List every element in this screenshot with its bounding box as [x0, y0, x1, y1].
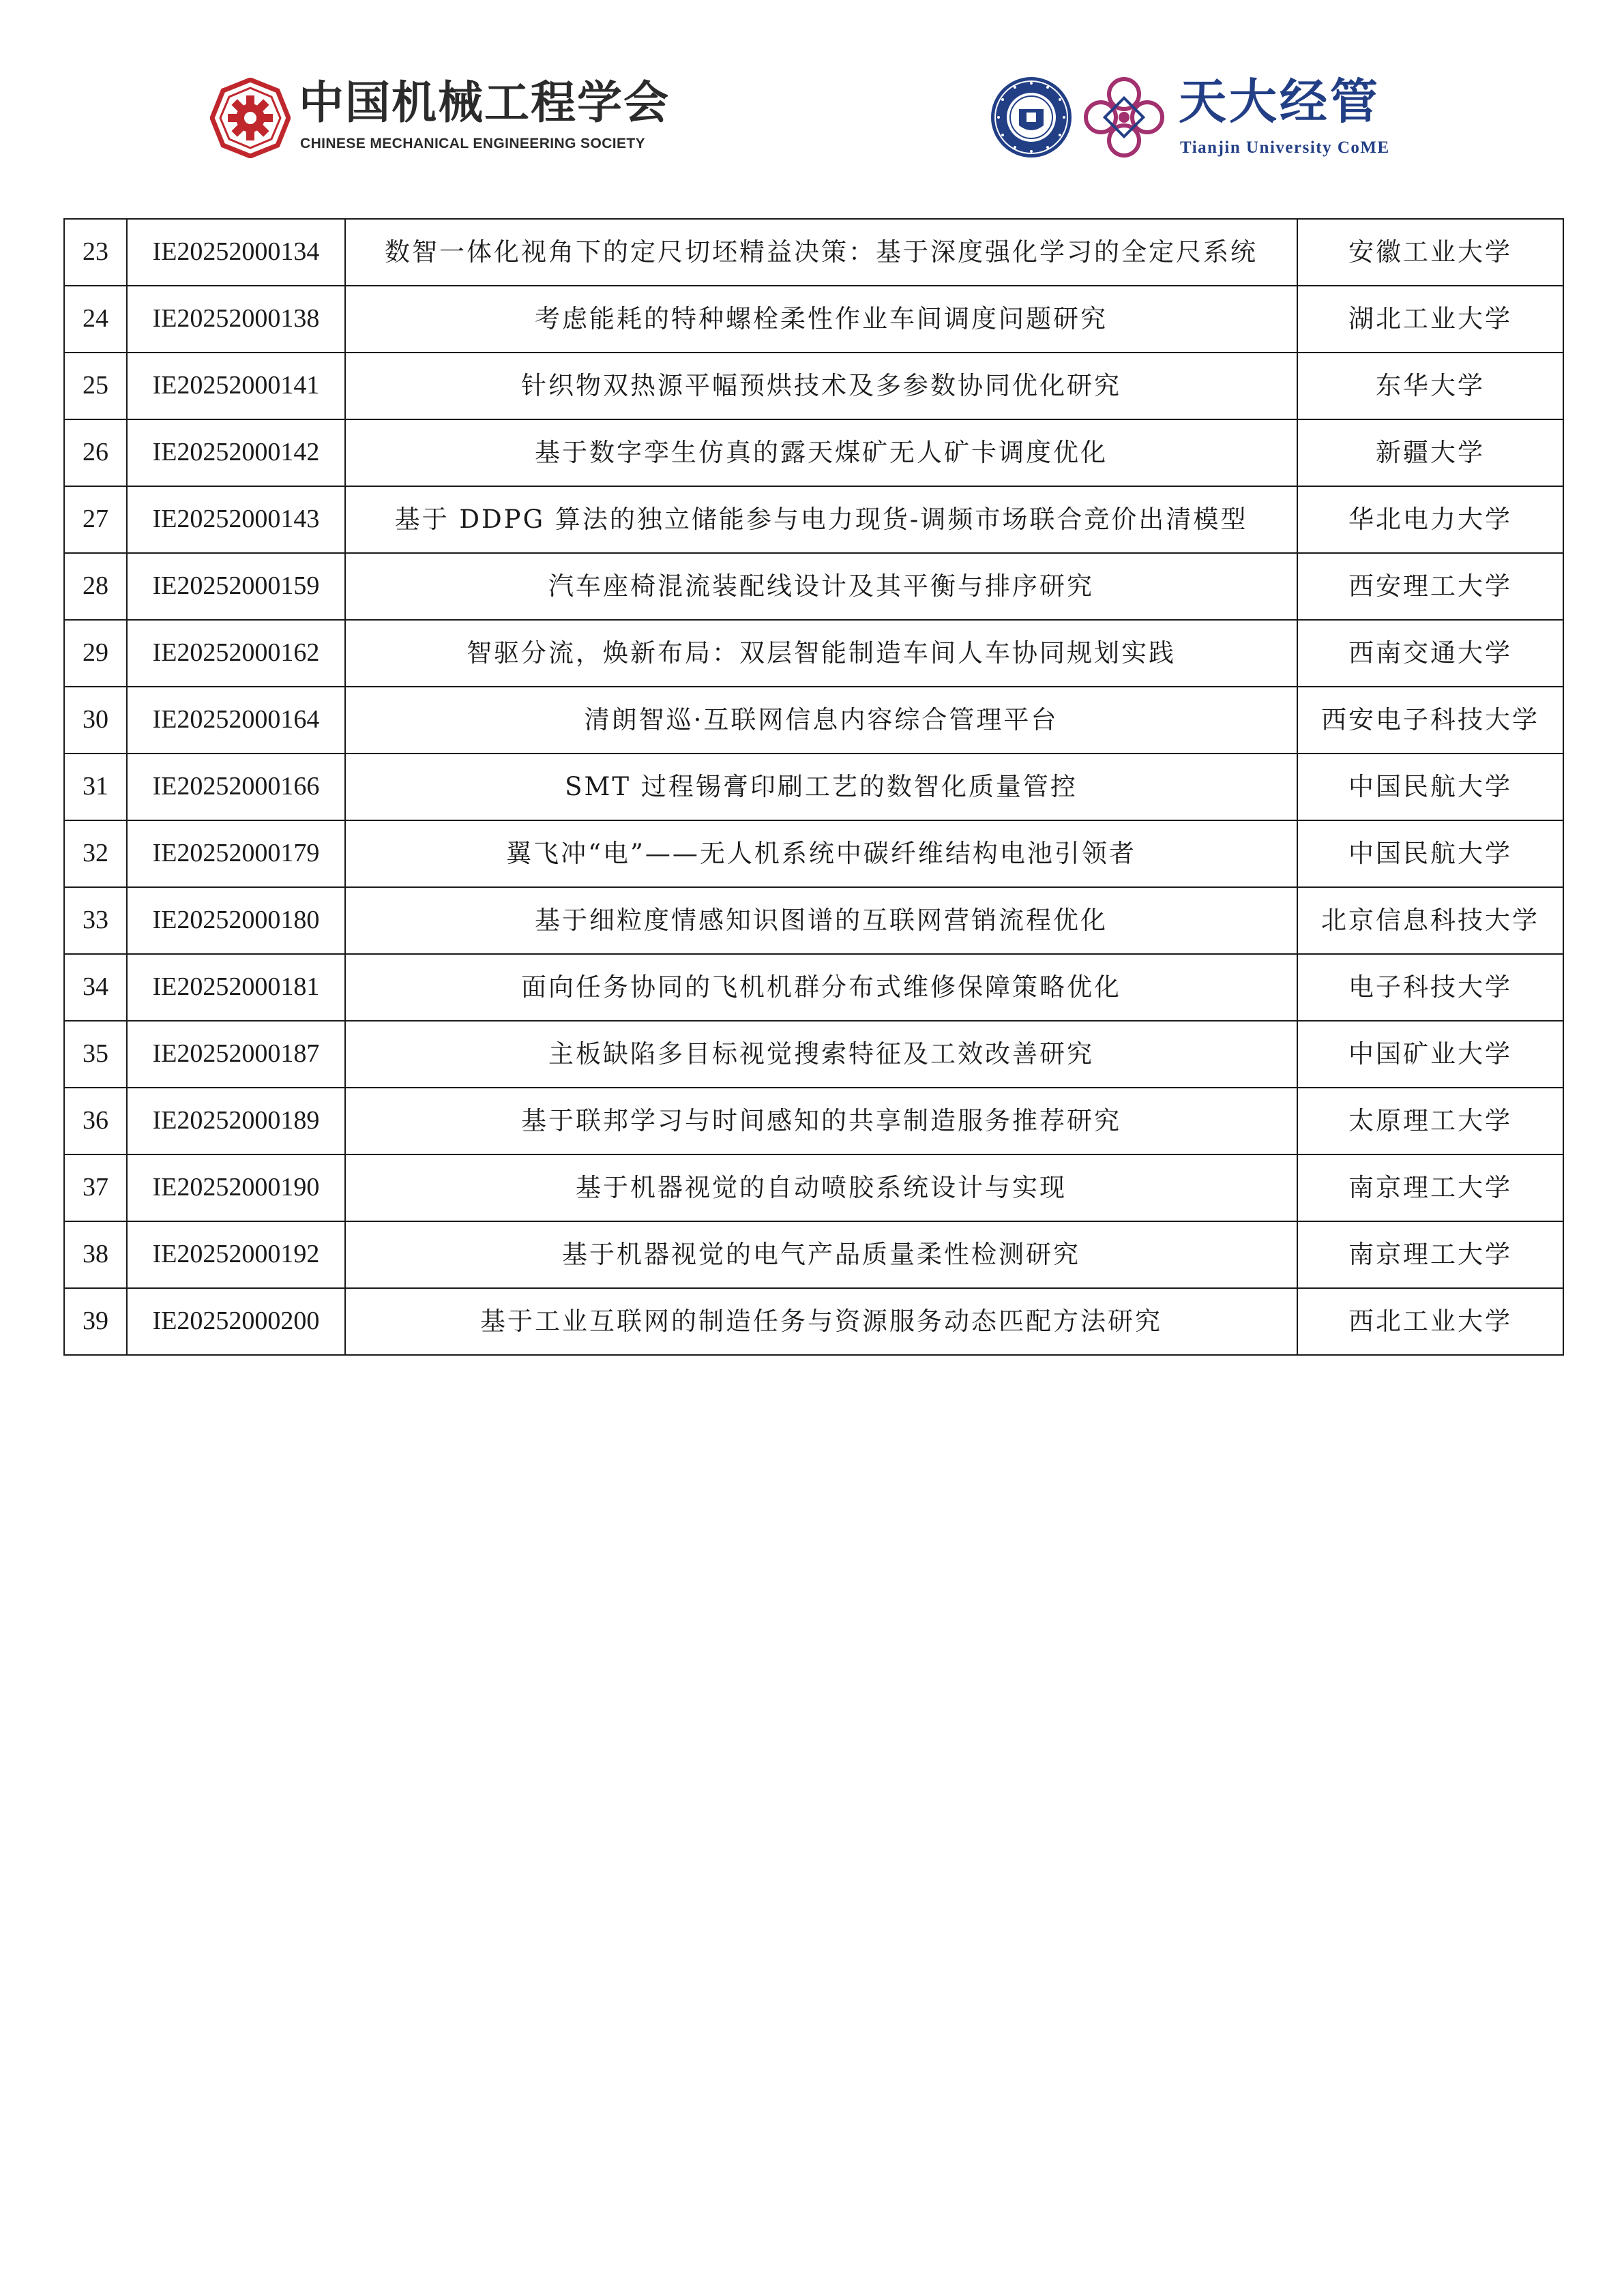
- table-row: [64, 219, 1563, 286]
- table-row: [64, 887, 1563, 954]
- entry-id: IE20252000179: [127, 820, 345, 887]
- entry-id: IE20252000189: [127, 1088, 345, 1154]
- row-index: 28: [64, 553, 127, 620]
- entry-id: IE20252000138: [127, 286, 345, 353]
- entry-title: 考虑能耗的特种螺栓柔性作业车间调度问题研究: [345, 286, 1297, 353]
- row-index: 37: [64, 1154, 127, 1221]
- university: 电子科技大学: [1297, 954, 1563, 1021]
- entry-title: 基于机器视觉的电气产品质量柔性检测研究: [345, 1221, 1297, 1288]
- cmes-logo: [210, 74, 674, 162]
- entry-title: 清朗智巡·互联网信息内容综合管理平台: [345, 687, 1297, 754]
- entry-id: IE20252000159: [127, 553, 345, 620]
- university: 华北电力大学: [1297, 486, 1563, 553]
- entry-id: IE20252000164: [127, 687, 345, 754]
- tju-logo: [989, 71, 1426, 166]
- table-row: [64, 1021, 1563, 1088]
- award-list-body: [64, 219, 1563, 1355]
- entry-title: 基于数字孪生仿真的露天煤矿无人矿卡调度优化: [345, 419, 1297, 486]
- entry-id: IE20252000162: [127, 620, 345, 687]
- entry-id: IE20252000200: [127, 1288, 345, 1355]
- university: 中国矿业大学: [1297, 1021, 1563, 1088]
- row-index: 32: [64, 820, 127, 887]
- university: 西安电子科技大学: [1297, 687, 1563, 754]
- tianjin-university-seal-icon: [989, 75, 1074, 160]
- row-index: 33: [64, 887, 127, 954]
- entry-title: 基于机器视觉的自动喷胶系统设计与实现: [345, 1154, 1297, 1221]
- tju-name-en: Tianjin University CoME: [1180, 138, 1390, 157]
- university: 新疆大学: [1297, 419, 1563, 486]
- university: 中国民航大学: [1297, 820, 1563, 887]
- table-row: [64, 1154, 1563, 1221]
- table-row: [64, 419, 1563, 486]
- table-row: [64, 486, 1563, 553]
- table-row: [64, 286, 1563, 353]
- tju-name-zh: 天大经管: [1179, 73, 1381, 130]
- entry-title: 基于联邦学习与时间感知的共享制造服务推荐研究: [345, 1088, 1297, 1154]
- table-row: [64, 1088, 1563, 1154]
- row-index: 25: [64, 353, 127, 419]
- university: 太原理工大学: [1297, 1088, 1563, 1154]
- entry-title: 智驱分流，焕新布局：双层智能制造车间人车协同规划实践: [345, 620, 1297, 687]
- entry-title: 基于工业互联网的制造任务与资源服务动态匹配方法研究: [345, 1288, 1297, 1355]
- university: 西安理工大学: [1297, 553, 1563, 620]
- entry-title: 基于 DDPG 算法的独立储能参与电力现货-调频市场联合竞价出清模型: [345, 486, 1297, 553]
- cmes-gear-emblem-icon: [210, 78, 291, 158]
- cmes-name-en: CHINESE MECHANICAL ENGINEERING SOCIETY: [300, 136, 646, 151]
- university: 南京理工大学: [1297, 1154, 1563, 1221]
- row-index: 30: [64, 687, 127, 754]
- entry-id: IE20252000143: [127, 486, 345, 553]
- university: 南京理工大学: [1297, 1221, 1563, 1288]
- entry-title: SMT 过程锡膏印刷工艺的数智化质量管控: [345, 754, 1297, 820]
- row-index: 36: [64, 1088, 127, 1154]
- row-index: 24: [64, 286, 127, 353]
- university: 西南交通大学: [1297, 620, 1563, 687]
- entry-id: IE20252000166: [127, 754, 345, 820]
- entry-id: IE20252000181: [127, 954, 345, 1021]
- university: 安徽工业大学: [1297, 219, 1563, 286]
- university: 湖北工业大学: [1297, 286, 1563, 353]
- table-row: [64, 687, 1563, 754]
- row-index: 26: [64, 419, 127, 486]
- cmes-name-zh: 中国机械工程学会: [299, 76, 670, 129]
- table-row: [64, 620, 1563, 687]
- entry-id: IE20252000180: [127, 887, 345, 954]
- entry-title: 翼飞冲“电”——无人机系统中碳纤维结构电池引领者: [345, 820, 1297, 887]
- table-row: [64, 820, 1563, 887]
- page-header: [0, 0, 1624, 177]
- university: 东华大学: [1297, 353, 1563, 419]
- university: 北京信息科技大学: [1297, 887, 1563, 954]
- row-index: 27: [64, 486, 127, 553]
- table-row: [64, 954, 1563, 1021]
- entry-id: IE20252000141: [127, 353, 345, 419]
- table-row: [64, 1221, 1563, 1288]
- table-row: [64, 353, 1563, 419]
- tju-flower-emblem-icon: [1080, 74, 1168, 161]
- entry-id: IE20252000142: [127, 419, 345, 486]
- row-index: 31: [64, 754, 127, 820]
- row-index: 34: [64, 954, 127, 1021]
- row-index: 35: [64, 1021, 127, 1088]
- row-index: 23: [64, 219, 127, 286]
- entry-id: IE20252000134: [127, 219, 345, 286]
- entry-id: IE20252000187: [127, 1021, 345, 1088]
- entry-title: 基于细粒度情感知识图谱的互联网营销流程优化: [345, 887, 1297, 954]
- entry-id: IE20252000192: [127, 1221, 345, 1288]
- entry-title: 主板缺陷多目标视觉搜索特征及工效改善研究: [345, 1021, 1297, 1088]
- row-index: 38: [64, 1221, 127, 1288]
- university: 西北工业大学: [1297, 1288, 1563, 1355]
- entry-title: 数智一体化视角下的定尺切坯精益决策：基于深度强化学习的全定尺系统: [345, 219, 1297, 286]
- university: 中国民航大学: [1297, 754, 1563, 820]
- entry-id: IE20252000190: [127, 1154, 345, 1221]
- entry-title: 针织物双热源平幅预烘技术及多参数协同优化研究: [345, 353, 1297, 419]
- table-row: [64, 754, 1563, 820]
- row-index: 39: [64, 1288, 127, 1355]
- row-index: 29: [64, 620, 127, 687]
- table-row: [64, 553, 1563, 620]
- award-list-table: [63, 218, 1564, 1356]
- entry-title: 汽车座椅混流装配线设计及其平衡与排序研究: [345, 553, 1297, 620]
- table-row: [64, 1288, 1563, 1355]
- entry-title: 面向任务协同的飞机机群分布式维修保障策略优化: [345, 954, 1297, 1021]
